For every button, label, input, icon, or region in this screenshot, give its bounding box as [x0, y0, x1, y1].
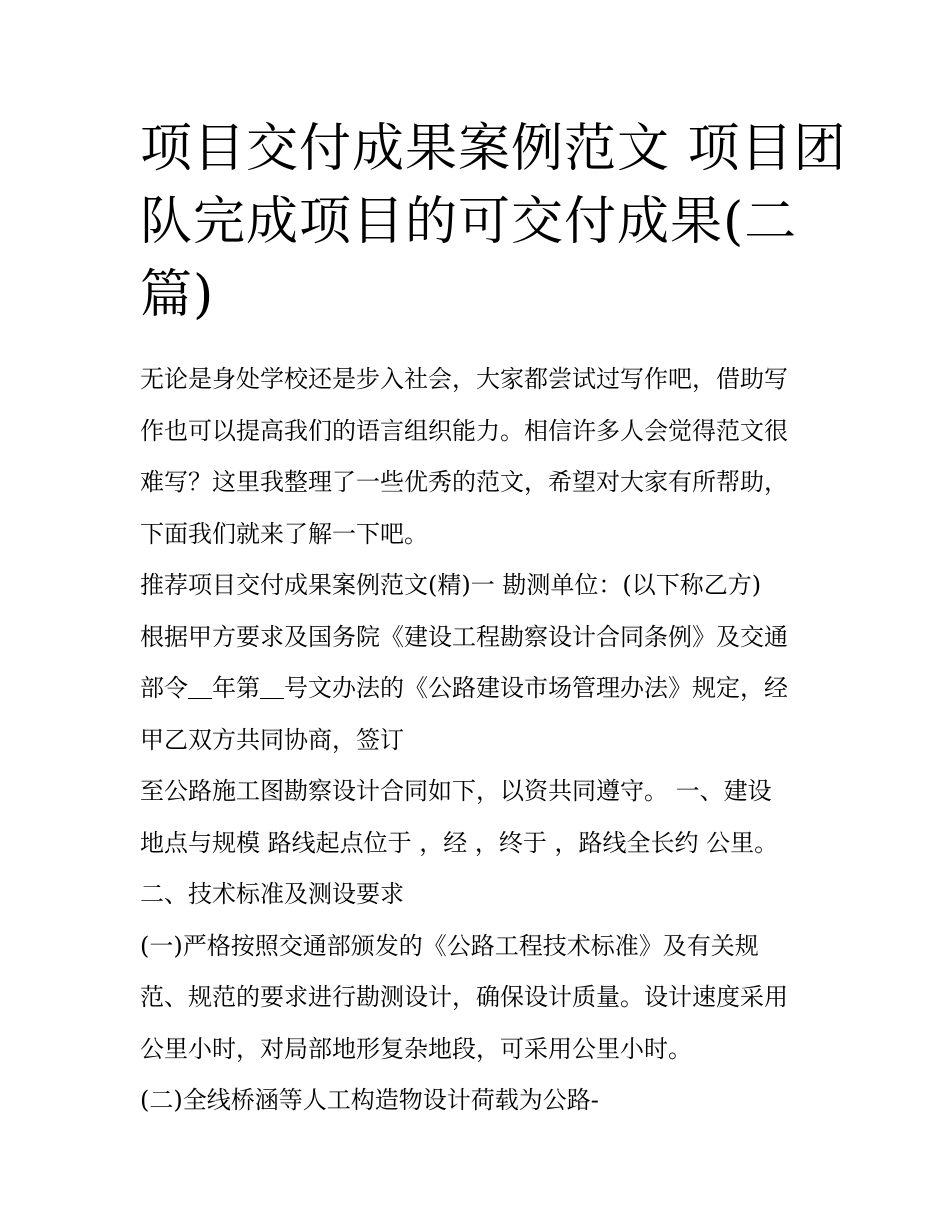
body-line: 地点与规模 路线起点位于 ，经 ，终于 ，路线全长约 公里。: [140, 828, 779, 857]
body-line: 下面我们就来了解一下吧。: [140, 519, 428, 548]
body-line: 难写？这里我整理了一些优秀的范文，希望对大家有所帮助，: [140, 468, 788, 496]
body-line: 公里小时，对局部地形复杂地段，可采用公里小时。: [140, 1034, 692, 1063]
body-line: 甲乙双方共同协商，签订: [140, 725, 404, 754]
body-line: (一)严格按照交通部颁发的《公路工程技术标准》及有关规: [140, 931, 759, 960]
body-line: 作也可以提高我们的语言组织能力。相信许多人会觉得范文很: [140, 416, 788, 445]
title-line: 项目交付成果案例范文 项目团: [140, 119, 847, 179]
document-body: [140, 354, 830, 1127]
title-line: 队完成项目的可交付成果(二: [140, 192, 798, 252]
body-line: 二、技术标准及测设要求: [140, 880, 404, 908]
body-line: 至公路施工图勘察设计合同如下，以资共同遵守。 一、建设: [140, 777, 772, 805]
body-line: 无论是身处学校还是步入社会，大家都尝试过写作吧，借助写: [140, 365, 788, 393]
body-line: (二)全线桥涵等人工构造物设计荷载为公路-: [140, 1086, 599, 1114]
body-line: 部令＿年第＿号文办法的《公路建设市场管理办法》规定，经: [140, 674, 788, 702]
body-line: 推荐项目交付成果案例范文(精)一 勘测单位：(以下称乙方): [140, 571, 762, 599]
body-line: 根据甲方要求及国务院《建设工程勘察设计合同条例》及交通: [140, 622, 788, 651]
title-line: 篇): [140, 265, 215, 325]
document-title: [140, 113, 847, 332]
body-line: 范、规范的要求进行勘测设计，确保设计质量。设计速度采用: [140, 983, 788, 1011]
